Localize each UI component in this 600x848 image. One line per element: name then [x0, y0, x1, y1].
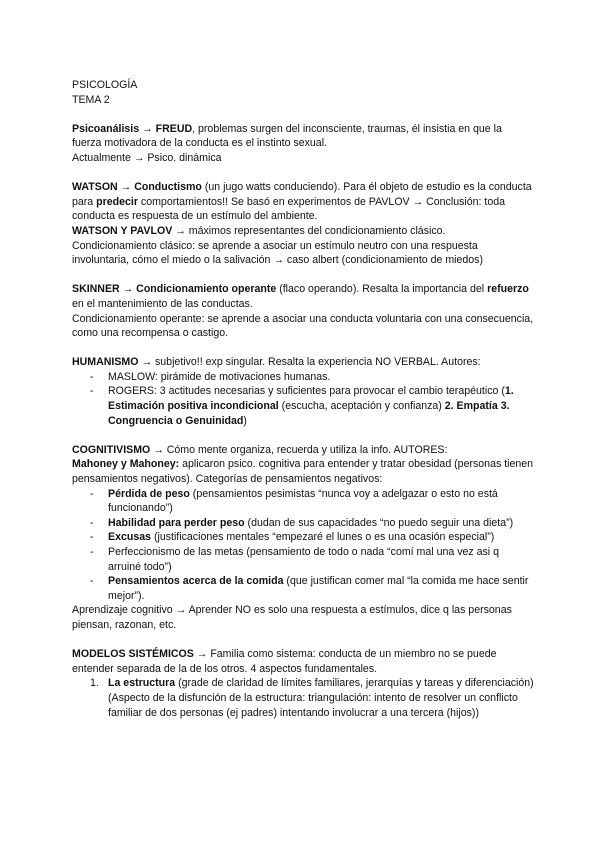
- watson-text-1: (un jugo watts conduciendo). Para él objeto de estudio es la conducta para: [72, 181, 532, 208]
- list-item: [72, 676, 534, 720]
- document-body: [72, 78, 534, 720]
- spacer: [72, 268, 534, 283]
- aspectos-list: [72, 676, 534, 720]
- mahoney-heading: Mahoney y Mahoney:: [72, 458, 180, 471]
- item-number: 1.: [90, 677, 99, 690]
- watson-text-2: comportamientos!! Se basó en experimentos de PAVLOV → Conclusión: toda conducta es respuesta de un estímulo del ambiente.: [72, 195, 506, 223]
- rogers-text-1: ROGERS: 3 actitudes necesarias y suficientes para provocar el cambio terapéutico (: [108, 385, 505, 398]
- list-item: [72, 530, 534, 545]
- item-text: Perfeccionismo de las metas (pensamiento de todo o nada “comí mal una vez asi q arruiné todo”): [108, 546, 499, 573]
- skinner-text-1: (flaco operando). Resalta la importancia del: [276, 283, 488, 296]
- spacer: [72, 341, 534, 356]
- humanismo-heading: HUMANISMO: [72, 356, 139, 369]
- cognitivismo-paragraph: [72, 443, 534, 458]
- spacer: [72, 428, 534, 443]
- watson-pavlov-heading: WATSON Y PAVLOV: [72, 224, 173, 237]
- skinner-text-2: en el mantenimiento de las conductas.: [72, 297, 253, 310]
- arrow-text: →: [139, 122, 156, 135]
- mahoney-paragraph: [72, 457, 534, 486]
- predecir-term: predecir: [96, 195, 138, 208]
- item-term: La estructura: [108, 677, 176, 690]
- item-text: (justificaciones mentales “empezaré el lunes o es una ocasión especial”): [151, 531, 495, 544]
- list-item: [72, 487, 534, 516]
- item-term: Pérdida de peso: [108, 487, 190, 500]
- spacer: [72, 166, 534, 181]
- condicionamiento-operante-def: Condicionamiento operante: se aprende a asociar una conducta voluntaria con una consecuencia, como una recompensa o castigo.: [72, 312, 534, 340]
- rogers-bold-2: 2. Empatía 3. Congruencia o Genuinidad: [108, 400, 510, 427]
- psicoanalisis-text: , problemas surgen del inconsciente, traumas, él insistia en que la fuerza motivadora de la conducta es el instinto sexual.: [72, 122, 502, 150]
- sistemicos-paragraph: [72, 647, 534, 676]
- item-text: (dudan de sus capacidades “no puedo seguir una dieta”): [244, 516, 514, 529]
- spacer: [72, 107, 534, 122]
- sistemicos-heading: MODELOS SISTÉMICOS: [72, 648, 194, 661]
- topic-title: TEMA 2: [72, 93, 110, 106]
- mahoney-text: aplicaron psico. cognitiva para entender y tratar obesidad (personas tienen pensamientos negativos). Categorías de pensamientos negativos:: [72, 458, 534, 486]
- cognitivismo-text: → Cómo mente organiza, recuerda y utiliza la info. AUTORES:: [150, 443, 448, 456]
- psicoanalisis-heading: Psicoanálisis: [72, 122, 140, 135]
- subject-title: PSICOLOGÍA: [72, 79, 138, 91]
- arrow-text: →: [117, 181, 135, 194]
- item-text: (pensamientos pesimistas “nunca voy a adelgazar o esto no está funcionando”): [108, 487, 498, 515]
- rogers-bold-1: 1. Estimación positiva incondicional: [108, 385, 514, 413]
- psicoanalisis-paragraph: [72, 122, 534, 151]
- cognitivismo-heading: COGNITIVISMO: [72, 443, 151, 456]
- rogers-text-2: (escucha, aceptación y confianza): [278, 400, 445, 413]
- watson-pavlov-text: → máximos representantes del condicionamiento clásico.: [172, 224, 446, 237]
- skinner-heading: SKINNER: [72, 283, 120, 296]
- humanismo-text: → subjetivo!! exp singular. Resalta la experiencia NO VERBAL. Autores:: [138, 356, 481, 369]
- item-term: Pensamientos acerca de la comida: [108, 575, 284, 588]
- watson-heading: WATSON: [72, 181, 118, 194]
- aprendizaje-cognitivo-paragraph: Aprendizaje cognitivo → Aprender NO es solo una respuesta a estímulos, dice q las personas piensan, razonan, etc.: [72, 604, 512, 631]
- list-item: [72, 370, 534, 385]
- condicionamiento-clasico-def: Condicionamiento clásico: se aprende a asociar un estímulo neutro con una respuesta involuntaria, cómo el miedo o la salivación → caso albert (condicionamiento de miedos): [72, 239, 484, 267]
- item-text: (grade de claridad de límites familiares, jerarquías y tareas y diferenciación) (Aspecto de la disfunción de la estructura: triangulación: intento de resolver un conflicto familiar de dos personas (ej padres) intentando involucrar a una tercera (hijos)): [108, 677, 534, 719]
- maslow-text: MASLOW: pirámide de motivaciones humanas.: [108, 370, 331, 383]
- pensamientos-negativos-list: [72, 487, 534, 604]
- humanismo-authors-list: [72, 370, 534, 428]
- skinner-paragraph: [72, 282, 534, 311]
- refuerzo-term: refuerzo: [487, 283, 529, 296]
- item-text: (que justifican comer mal “la comida me hace sentir mejor”).: [108, 575, 529, 602]
- list-item: [72, 545, 534, 574]
- watson-pavlov-paragraph: [72, 224, 534, 239]
- list-item: [72, 574, 534, 603]
- spacer: [72, 633, 534, 648]
- arrow-text: →: [119, 283, 137, 296]
- item-term: Habilidad para perder peso: [108, 516, 245, 529]
- rogers-text-3: ): [243, 414, 247, 427]
- conductismo-term: Conductismo: [134, 181, 202, 194]
- sistemicos-text: → Familia como sistema: conducta de un miembro no se puede entender separada de la de los otros. 4 aspectos fundamentales.: [72, 648, 497, 675]
- freud-label: FREUD: [155, 122, 193, 135]
- list-item: [72, 516, 534, 531]
- item-term: Excusas: [108, 531, 151, 544]
- psicoanalisis-actualmente: Actualmente → Psico. dinámica: [72, 151, 222, 164]
- operante-term: Condicionamiento operante: [136, 283, 277, 296]
- watson-paragraph: [72, 180, 534, 224]
- humanismo-paragraph: [72, 355, 534, 370]
- list-item: [72, 384, 534, 428]
